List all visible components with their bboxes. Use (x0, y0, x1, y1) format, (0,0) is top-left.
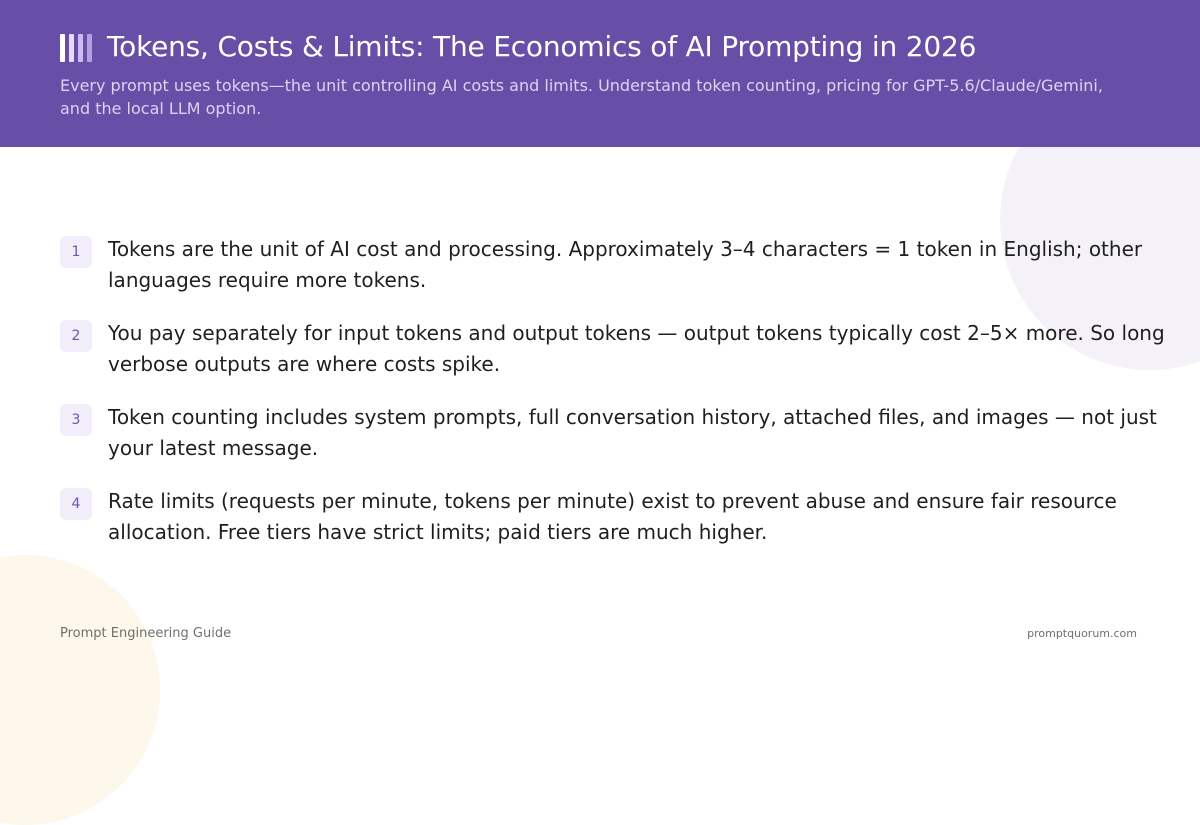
logo-bar (78, 34, 83, 62)
key-points-list (60, 234, 1188, 570)
footer-site-url[interactable]: promptquorum.com (1027, 627, 1137, 640)
logo-bar (87, 34, 92, 62)
footer-guide-name: Prompt Engineering Guide (60, 626, 232, 641)
point-text: Rate limits (requests per minute, tokens per minute) exist to prevent abuse and ensure fair resource allocation. Free tiers have strict limits; paid tiers are much higher. (108, 489, 1117, 544)
key-point (60, 486, 1188, 570)
decorative-circle-left (0, 555, 160, 825)
logo-bar (60, 34, 65, 62)
header-banner (0, 0, 1200, 147)
point-number-badge: 1 (60, 236, 92, 268)
point-number-badge: 4 (60, 488, 92, 520)
page-subtitle: Every prompt uses tokens—the unit controlling AI costs and limits. Understand token counting, pricing for GPT-5.6/Claude/Gemini, and the local LLM option. (60, 76, 1103, 118)
logo-bar (69, 34, 74, 62)
page-title: Tokens, Costs & Limits: The Economics of AI Prompting in 2026 (107, 30, 977, 63)
key-point (60, 234, 1188, 318)
point-text: Tokens are the unit of AI cost and processing. Approximately 3–4 characters = 1 token in English; other languages require more tokens. (108, 237, 1143, 292)
key-point (60, 318, 1188, 402)
point-text: You pay separately for input tokens and output tokens — output tokens typically cost 2–5× more. So long verbose outputs are where costs spike. (108, 321, 1165, 376)
point-number-badge: 3 (60, 404, 92, 436)
point-number-badge: 2 (60, 320, 92, 352)
key-point (60, 402, 1188, 486)
vertical-bars-logo-icon (60, 34, 94, 62)
point-text: Token counting includes system prompts, full conversation history, attached files, and images — not just your latest message. (108, 405, 1157, 460)
